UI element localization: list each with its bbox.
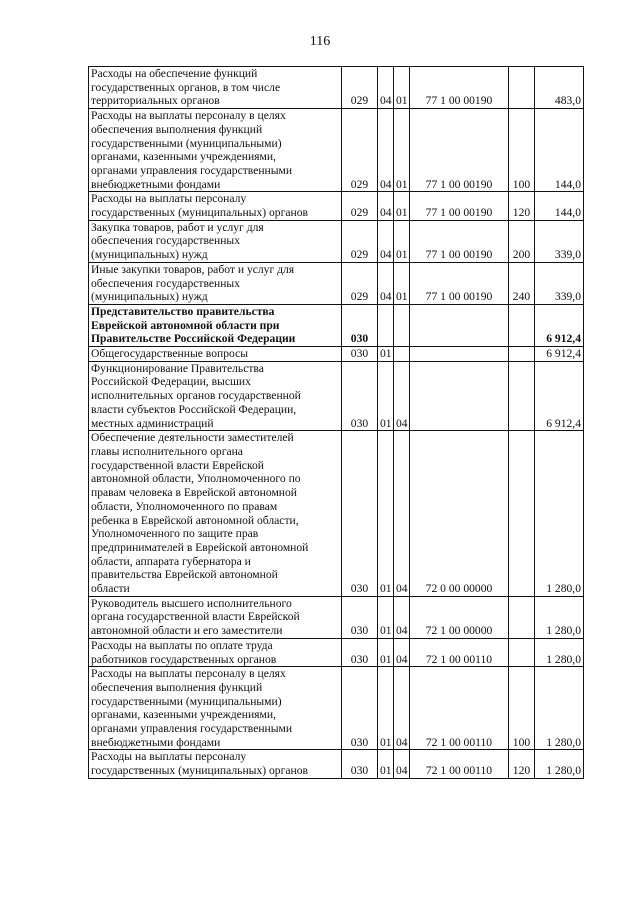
amount-cell: 144,0: [535, 192, 584, 220]
amount-cell: 6 912,4: [535, 347, 584, 362]
item-name-line: государственной власти Еврейской: [91, 458, 264, 472]
target-article-cell: [410, 304, 509, 346]
subsection-code-cell: 01: [394, 67, 410, 109]
table-row: [89, 304, 584, 346]
item-name-line: государственных (муниципальных) органов: [91, 764, 308, 778]
page-number: 116: [309, 34, 331, 49]
section-code-cell: 04: [378, 192, 394, 220]
section-code-cell: 01: [378, 750, 394, 778]
table-row: [89, 750, 584, 778]
amount-cell: 1 280,0: [535, 431, 584, 596]
item-name-line: Уполномоченного по защите прав: [91, 527, 259, 541]
item-name-cell: [89, 192, 342, 220]
item-name-line: местных администраций: [91, 416, 214, 430]
table-row: [89, 431, 584, 596]
item-name-cell: [89, 220, 342, 262]
subsection-code-cell: [394, 304, 410, 346]
expense-type-cell: [509, 596, 535, 638]
item-name-line: органами, казенными учреждениями,: [91, 150, 276, 164]
item-name-line: предпринимателей в Еврейской автономной: [91, 540, 309, 554]
section-code-cell: 04: [378, 262, 394, 304]
item-name-line: Расходы на выплаты персоналу в целях: [91, 667, 286, 681]
item-name-line: работников государственных органов: [91, 652, 277, 666]
item-name-cell: [89, 750, 342, 778]
department-code-cell: 029: [342, 262, 378, 304]
target-article-cell: 77 1 00 00190: [410, 262, 509, 304]
item-name-line: обеспечения государственных: [91, 234, 241, 248]
item-name-line: области, аппарата губернатора и: [91, 554, 251, 568]
item-name-cell: [89, 304, 342, 346]
item-name-cell: [89, 667, 342, 750]
expense-type-cell: 100: [509, 109, 535, 192]
amount-cell: 144,0: [535, 109, 584, 192]
expense-type-cell: 120: [509, 192, 535, 220]
table-row: [89, 667, 584, 750]
item-name-line: внебюджетными фондами: [91, 735, 221, 749]
item-name-line: Российской Федерации, высших: [91, 375, 251, 389]
item-name-line: автономной области и его заместители: [91, 624, 283, 638]
amount-cell: 1 280,0: [535, 750, 584, 778]
expense-type-cell: [509, 67, 535, 109]
expense-type-cell: 100: [509, 667, 535, 750]
subsection-code-cell: 01: [394, 109, 410, 192]
section-code-cell: 01: [378, 667, 394, 750]
section-code-cell: [378, 304, 394, 346]
item-name-line: Руководитель высшего исполнительного: [91, 596, 292, 610]
target-article-cell: 72 0 00 00000: [410, 431, 509, 596]
item-name-line: Закупка товаров, работ и услуг для: [91, 220, 264, 234]
target-article-cell: 72 1 00 00000: [410, 596, 509, 638]
target-article-cell: [410, 361, 509, 431]
item-name-cell: [89, 431, 342, 596]
item-name-line: Правительстве Российской Федерации: [91, 332, 296, 346]
item-name-line: области: [91, 582, 130, 596]
item-name-line: органа государственной власти Еврейской: [91, 610, 300, 624]
item-name-cell: [89, 67, 342, 109]
expense-type-cell: [509, 431, 535, 596]
section-code-cell: 01: [378, 347, 394, 362]
subsection-code-cell: 01: [394, 220, 410, 262]
item-name-line: главы исполнительного органа: [91, 444, 243, 458]
subsection-code-cell: 04: [394, 638, 410, 666]
target-article-cell: [410, 347, 509, 362]
item-name-line: Расходы на выплаты персоналу: [91, 750, 247, 764]
item-name-line: Расходы на выплаты по оплате труда: [91, 638, 273, 652]
item-name-line: территориальных органов: [91, 94, 220, 108]
target-article-cell: 72 1 00 00110: [410, 638, 509, 666]
item-name-line: Представительство правительства: [91, 304, 275, 318]
item-name-line: (муниципальных) нужд: [91, 290, 208, 304]
item-name-cell: [89, 638, 342, 666]
item-name-cell: [89, 596, 342, 638]
item-name-line: государственных (муниципальных) органов: [91, 206, 308, 220]
expense-type-cell: [509, 361, 535, 431]
subsection-code-cell: 04: [394, 750, 410, 778]
item-name-line: обеспечения выполнения функций: [91, 122, 263, 136]
department-code-cell: 030: [342, 750, 378, 778]
expense-type-cell: [509, 638, 535, 666]
section-code-cell: 04: [378, 220, 394, 262]
item-name-line: Расходы на обеспечение функций: [91, 67, 258, 80]
expense-type-cell: 120: [509, 750, 535, 778]
item-name-line: государственных органов, в том числе: [91, 80, 281, 94]
item-name-line: внебюджетными фондами: [91, 177, 221, 191]
expense-type-cell: [509, 304, 535, 346]
item-name-line: органами управления государственными: [91, 722, 293, 736]
item-name-line: государственными (муниципальными): [91, 694, 282, 708]
amount-cell: 6 912,4: [535, 304, 584, 346]
target-article-cell: 77 1 00 00190: [410, 67, 509, 109]
table-row: [89, 596, 584, 638]
section-code-cell: 04: [378, 67, 394, 109]
item-name-line: Расходы на выплаты персоналу: [91, 192, 247, 206]
department-code-cell: 029: [342, 192, 378, 220]
department-code-cell: 030: [342, 431, 378, 596]
item-name-line: автономной области, Уполномоченного по: [91, 472, 301, 486]
item-name-line: обеспечения выполнения функций: [91, 680, 263, 694]
item-name-line: органами, казенными учреждениями,: [91, 708, 276, 722]
department-code-cell: 030: [342, 347, 378, 362]
amount-cell: 1 280,0: [535, 596, 584, 638]
budget-table: [88, 66, 584, 779]
item-name-cell: [89, 361, 342, 431]
subsection-code-cell: [394, 347, 410, 362]
item-name-line: власти субъектов Российской Федерации,: [91, 402, 297, 416]
target-article-cell: 72 1 00 00110: [410, 750, 509, 778]
department-code-cell: 030: [342, 361, 378, 431]
expense-type-cell: [509, 347, 535, 362]
subsection-code-cell: 01: [394, 192, 410, 220]
subsection-code-cell: 04: [394, 431, 410, 596]
section-code-cell: 04: [378, 109, 394, 192]
subsection-code-cell: 04: [394, 667, 410, 750]
department-code-cell: 030: [342, 304, 378, 346]
amount-cell: 1 280,0: [535, 667, 584, 750]
item-name-line: правительства Еврейской автономной: [91, 568, 278, 582]
department-code-cell: 029: [342, 67, 378, 109]
expense-type-cell: 240: [509, 262, 535, 304]
item-name-line: Общегосударственные вопросы: [91, 347, 249, 361]
amount-cell: 1 280,0: [535, 638, 584, 666]
item-name-line: Расходы на выплаты персоналу в целях: [91, 109, 286, 123]
item-name-line: Функционирование Правительства: [91, 361, 264, 375]
item-name-line: правам человека в Еврейской автономной: [91, 486, 297, 500]
amount-cell: 6 912,4: [535, 361, 584, 431]
table-row: [89, 192, 584, 220]
table-row: [89, 638, 584, 666]
item-name-line: (муниципальных) нужд: [91, 248, 208, 262]
table-row: [89, 109, 584, 192]
item-name-line: обеспечения государственных: [91, 276, 241, 290]
item-name-line: ребенка в Еврейской автономной области,: [91, 513, 299, 527]
amount-cell: 339,0: [535, 262, 584, 304]
target-article-cell: 77 1 00 00190: [410, 192, 509, 220]
table-row: [89, 67, 584, 109]
item-name-line: Иные закупки товаров, работ и услуг для: [91, 262, 295, 276]
table-row: [89, 347, 584, 362]
section-code-cell: 01: [378, 361, 394, 431]
subsection-code-cell: 04: [394, 361, 410, 431]
subsection-code-cell: 01: [394, 262, 410, 304]
department-code-cell: 029: [342, 109, 378, 192]
item-name-line: государственными (муниципальными): [91, 136, 282, 150]
target-article-cell: 77 1 00 00190: [410, 109, 509, 192]
amount-cell: 483,0: [535, 67, 584, 109]
table-row: [89, 262, 584, 304]
department-code-cell: 030: [342, 667, 378, 750]
section-code-cell: 01: [378, 596, 394, 638]
item-name-line: Еврейской автономной области при: [91, 318, 280, 332]
item-name-cell: [89, 347, 342, 362]
table-row: [89, 361, 584, 431]
item-name-cell: [89, 262, 342, 304]
amount-cell: 339,0: [535, 220, 584, 262]
item-name-line: органами управления государственными: [91, 163, 293, 177]
target-article-cell: 77 1 00 00190: [410, 220, 509, 262]
subsection-code-cell: 04: [394, 596, 410, 638]
target-article-cell: 72 1 00 00110: [410, 667, 509, 750]
department-code-cell: 030: [342, 638, 378, 666]
table-body: [89, 67, 584, 779]
table-row: [89, 220, 584, 262]
department-code-cell: 029: [342, 220, 378, 262]
item-name-line: области, Уполномоченного по правам: [91, 499, 278, 513]
department-code-cell: 030: [342, 596, 378, 638]
expense-type-cell: 200: [509, 220, 535, 262]
item-name-line: исполнительных органов государственной: [91, 389, 301, 403]
item-name-line: Обеспечение деятельности заместителей: [91, 431, 294, 445]
item-name-cell: [89, 109, 342, 192]
section-code-cell: 01: [378, 638, 394, 666]
section-code-cell: 01: [378, 431, 394, 596]
